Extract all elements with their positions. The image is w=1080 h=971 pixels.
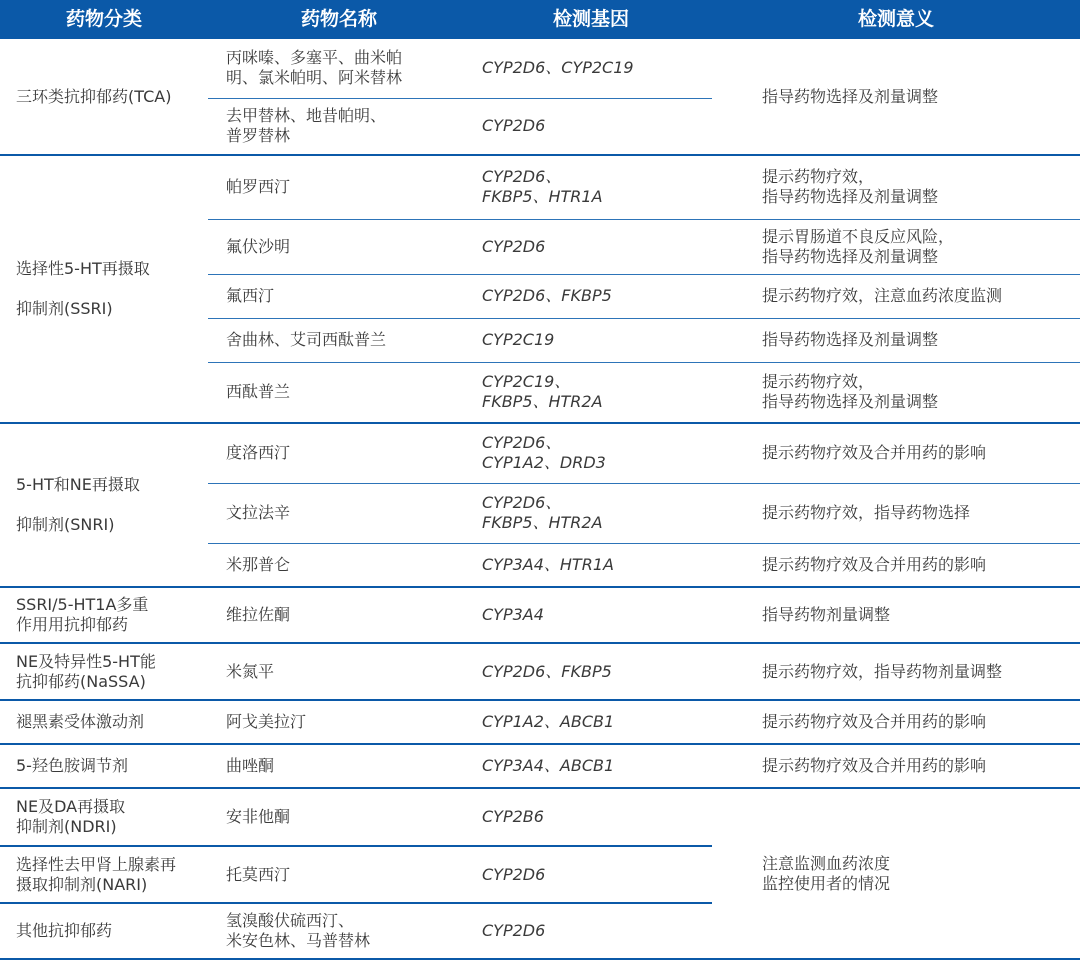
drug-cell: 西酞普兰 (226, 382, 291, 402)
gene-cell: CYP3A4 (482, 605, 544, 624)
drug-cell: 度洛西汀 (226, 443, 291, 463)
drug-cell: 米氮平 (226, 661, 275, 681)
drug-cell: 文拉法辛 (226, 503, 291, 522)
drug-cell: 氟西汀 (226, 286, 275, 305)
significance-cell: 提示药物疗效及合并用药的影响 (762, 712, 987, 731)
gene-cell: CYP2D6、FKBP5 (482, 661, 612, 681)
drug-cell: 舍曲林、艾司西酞普兰 (226, 330, 387, 349)
category-cell: 选择性去甲肾上腺素再 摄取抑制剂(NARI) (16, 854, 177, 894)
gene-cell: CYP2D6、CYP2C19 (482, 58, 634, 78)
header-drug: 药物名称 (208, 0, 470, 38)
significance-cell: 提示药物疗效及合并用药的影响 (762, 554, 987, 574)
significance-cell: 提示药物疗效，指导药物选择 (762, 503, 971, 522)
gene-cell: CYP2D6 (482, 236, 546, 256)
gene-cell: CYP2D6、 FKBP5、HTR2A (482, 493, 603, 532)
gene-cell: CYP2D6 (482, 116, 546, 136)
significance-cell: 指导药物剂量调整 (762, 605, 891, 624)
significance-cell: 提示药物疗效， 指导药物选择及剂量调整 (762, 167, 939, 207)
gene-cell: CYP2C19 (482, 330, 555, 349)
drug-cell: 去甲替林、地昔帕明、 普罗替林 (226, 106, 387, 146)
table-row (0, 643, 1080, 700)
table-row (0, 788, 1080, 846)
gene-cell: CYP2D6、FKBP5 (482, 286, 612, 305)
table-row (0, 38, 1080, 98)
table-row (0, 423, 1080, 483)
gene-cell: CYP3A4、ABCB1 (482, 756, 615, 775)
significance-cell: 提示药物疗效及合并用药的影响 (762, 443, 987, 463)
gene-cell: CYP2D6、 FKBP5、HTR1A (482, 167, 603, 207)
category-cell: 其他抗抑郁药 (16, 921, 113, 940)
header-row (0, 0, 1080, 38)
drug-cell: 阿戈美拉汀 (226, 712, 307, 731)
significance-cell: 指导药物选择及剂量调整 (762, 330, 939, 349)
header-gene: 检测基因 (470, 0, 712, 38)
header-category: 药物分类 (0, 0, 208, 38)
gene-cell: CYP1A2、ABCB1 (482, 712, 615, 731)
significance-cell: 提示药物疗效， 指导药物选择及剂量调整 (762, 372, 939, 412)
significance-cell: 指导药物选择及剂量调整 (762, 86, 939, 106)
gene-cell: CYP3A4、HTR1A (482, 554, 614, 574)
drug-cell: 帕罗西汀 (226, 177, 291, 197)
gene-cell: CYP2C19、 FKBP5、HTR2A (482, 372, 603, 412)
category-cell: 5-羟色胺调节剂 (16, 756, 128, 775)
table-row (0, 700, 1080, 744)
category-cell: 三环类抗抑郁药(TCA) (16, 86, 172, 106)
table-row (0, 155, 1080, 219)
significance-cell: 注意监测血药浓度 监控使用者的情况 (762, 853, 891, 893)
gene-cell: CYP2D6、 CYP1A2、DRD3 (482, 433, 606, 473)
table-row (0, 744, 1080, 788)
significance-cell: 提示药物疗效，注意血药浓度监测 (762, 286, 1003, 305)
drug-cell: 氟伏沙明 (226, 236, 291, 256)
significance-cell: 提示药物疗效，指导药物剂量调整 (762, 661, 1003, 681)
category-cell: NE及DA再摄取 抑制剂(NDRI) (16, 797, 126, 836)
drug-cell: 氢溴酸伏硫西汀、 米安色林、马普替林 (226, 911, 371, 950)
significance-cell: 提示胃肠道不良反应风险， 指导药物选择及剂量调整 (762, 226, 955, 266)
header-significance: 检测意义 (712, 0, 1080, 38)
significance-cell: 提示药物疗效及合并用药的影响 (762, 756, 987, 775)
category-cell: 5-HT和NE再摄取 抑制剂(SNRI) (16, 475, 140, 534)
drug-cell: 曲唑酮 (226, 756, 275, 775)
table-row (0, 587, 1080, 643)
drug-cell: 托莫西汀 (226, 864, 291, 884)
drug-cell: 丙咪嗪、多塞平、曲米帕 明、氯米帕明、阿米替林 (226, 48, 403, 88)
gene-cell: CYP2D6 (482, 921, 546, 940)
drug-cell: 安非他酮 (226, 807, 291, 826)
category-cell: SSRI/5-HT1A多重 作用用抗抑郁药 (16, 595, 149, 634)
category-cell: 选择性5-HT再摄取 抑制剂(SSRI) (16, 259, 150, 318)
gene-cell: CYP2D6 (482, 864, 546, 884)
drug-cell: 维拉佐酮 (226, 605, 291, 624)
category-cell: NE及特异性5-HT能 抗抑郁药(NaSSA) (16, 651, 156, 691)
category-cell: 褪黑素受体激动剂 (16, 712, 145, 731)
gene-cell: CYP2B6 (482, 807, 544, 826)
drug-cell: 米那普仑 (226, 554, 291, 574)
